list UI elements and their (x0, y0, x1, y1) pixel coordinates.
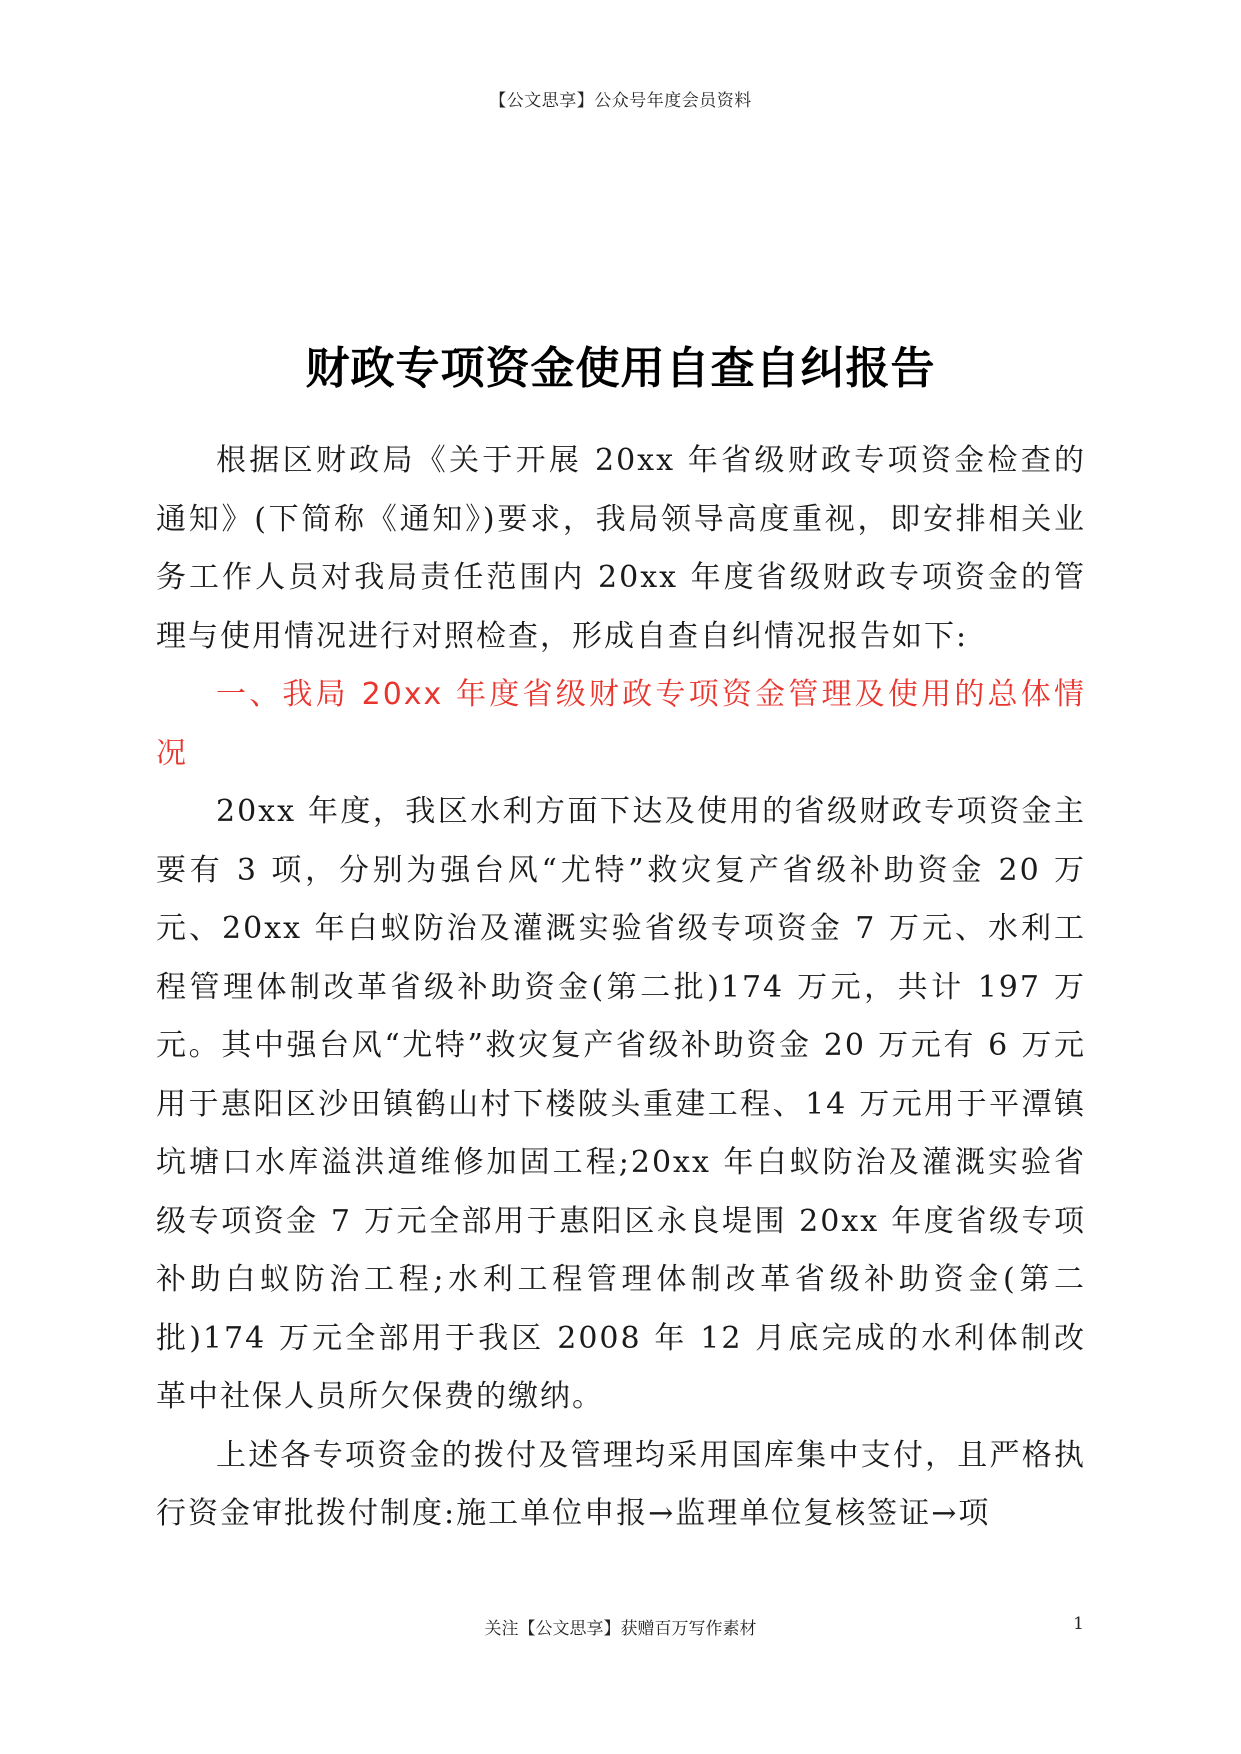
page-number: 1 (1073, 1614, 1084, 1634)
document-body (156, 432, 1086, 1544)
paragraph-payment-process: 上述各专项资金的拨付及管理均采用国库集中支付，且严格执行资金审批拨付制度:施工单位申报→监理单位复核签证→项 (156, 1437, 1086, 1531)
paragraph-intro: 根据区财政局《关于开展 20xx 年省级财政专项资金检查的通知》(下简称《通知》)要求，我局领导高度重视，即安排相关业务工作人员对我局责任范围内 20xx 年度省级财政专项资金的管理与使用情况进行对照检查，形成自查自纠情况报告如下: (156, 443, 1086, 654)
section-heading-1: 一、我局 20xx 年度省级财政专项资金管理及使用的总体情况 (156, 677, 1086, 771)
document-title: 财政专项资金使用自查自纠报告 (305, 343, 936, 394)
page-footer: 关注【公文思享】获赠百万写作素材 (484, 1619, 757, 1639)
paragraph-funds-overview: 20xx 年度，我区水利方面下达及使用的省级财政专项资金主要有 3 项，分别为强台风“尤特”救灾复产省级补助资金 20 万元、20xx 年白蚁防治及灌溉实验省级专项资金 7 万元、水利工程管理体制改革省级补助资金(第二批)174 万元，共计 197 万元。其中强台风“尤特”救灾复产省级补助资金 20 万元有 6 万元用于惠阳区沙田镇鹤山村下楼陂头重建工程、14 万元用于平潭镇坑塘口水库溢洪道维修加固工程;20xx 年白蚁防治及灌溉实验省级专项资金 7 万元全部用于惠阳区永良堤围 20xx 年度省级专项补助白蚁防治工程;水利工程管理体制改革省级补助资金(第二批)174 万元全部用于我区 2008 年 12 月底完成的水利体制改革中社保人员所欠保费的缴纳。 (156, 794, 1086, 1414)
page-header: 【公文思享】公众号年度会员资料 (489, 91, 752, 111)
